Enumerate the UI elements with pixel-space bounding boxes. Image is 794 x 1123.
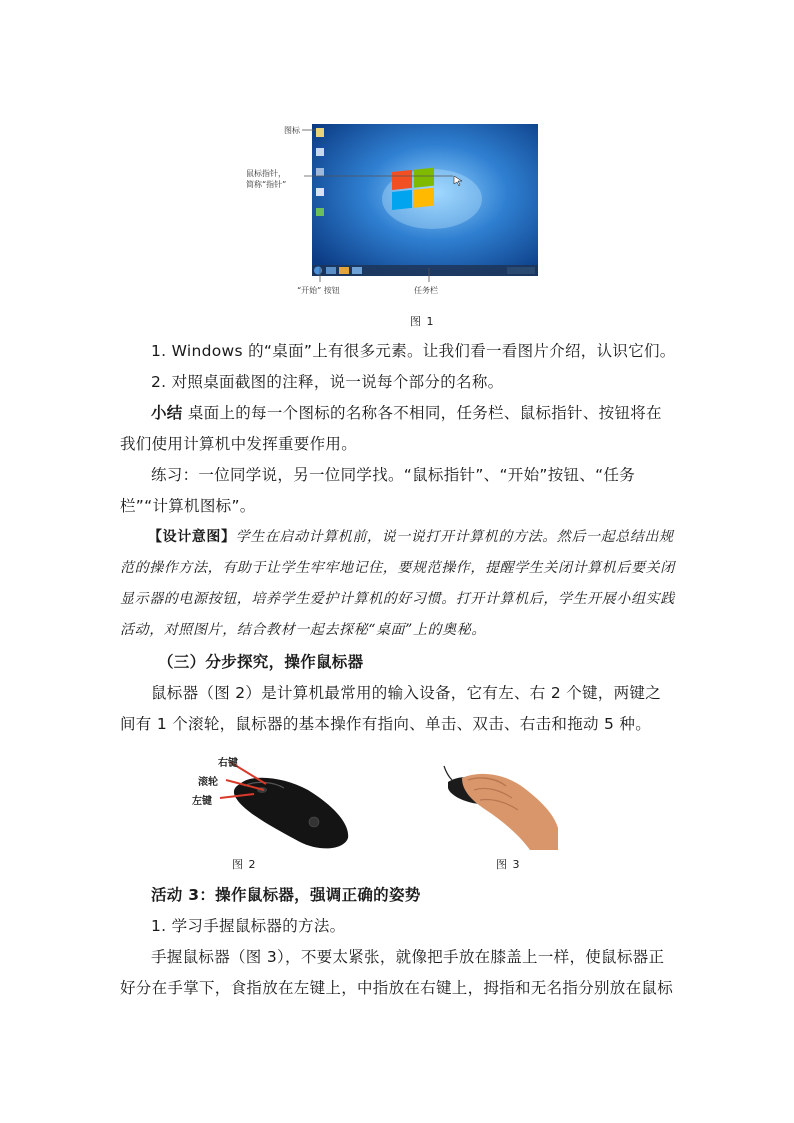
grip-paragraph: 手握鼠标器（图 3），不要太紧张，就像把手放在膝盖上一样，使鼠标器正好分在手掌下，食指放在左键上，中指放在右键上，拇指和无名指分别放在鼠标 (120, 948, 674, 997)
figure-1-callout-lines (270, 120, 570, 295)
section-3-title: （三）分步探究，操作鼠标器 (158, 653, 364, 671)
hand-on-mouse-image (440, 764, 560, 850)
callout-icon: 图标 (284, 126, 300, 135)
mouse-intro-paragraph: 鼠标器（图 2）是计算机最常用的输入设备，它有左、右 2 个键，两键之间有 1 个滚轮，鼠标器的基本操作有指向、单击、双击、右击和拖动 5 种。 (120, 684, 662, 733)
figure-3-caption: 图 3 (496, 858, 521, 871)
label-right-button: 右键 (218, 758, 238, 769)
summary-text: 桌面上的每一个图标的名称各不相同，任务栏、鼠标指针、按钮将在我们使用计算机中发挥重要作用。 (120, 404, 662, 453)
design-intent-text: 学生在启动计算机前，说一说打开计算机的方法。然后一起总结出规范的操作方法，有助于让学生牢牢地记住，要规范操作，提醒学生关闭计算机后要关闭显示器的电源按钮，培养学生爱护计算机的好习惯。打开计算机后，学生开展小组实践活动，对照图片，结合教材一起去探秘“桌面”上的奥秘。 (120, 529, 675, 638)
callout-pointer-line2: 简称“指针” (246, 180, 287, 189)
activity-3-title: 活动 3：操作鼠标器，强调正确的姿势 (151, 886, 421, 904)
callout-start-button: “开始” 按钮 (297, 286, 340, 295)
summary-paragraph (120, 398, 676, 460)
design-intent-label: 【设计意图】 (148, 529, 236, 545)
design-intent-paragraph (120, 522, 676, 646)
figure-2-caption: 图 2 (232, 858, 257, 871)
practice-paragraph: 练习：一位同学说，另一位同学找。“鼠标指针”、“开始”按钮、“任务栏”“计算机图标”。 (120, 466, 636, 515)
step-1-paragraph: 1. 学习手握鼠标器的方法。 (151, 917, 346, 935)
paragraph-2: 2. 对照桌面截图的注释，说一说每个部分的名称。 (151, 373, 504, 391)
summary-label: 小结 (151, 404, 183, 422)
paragraph-1: 1. Windows 的“桌面”上有很多元素。让我们看一看图片介绍，认识它们。 (151, 342, 676, 360)
callout-taskbar: 任务栏 (414, 286, 438, 295)
callout-pointer-line1: 鼠标指针， (246, 169, 286, 178)
label-scroll-wheel: 滚轮 (198, 777, 218, 788)
label-left-button: 左键 (192, 796, 212, 807)
figure-1-caption: 图 1 (410, 315, 435, 328)
